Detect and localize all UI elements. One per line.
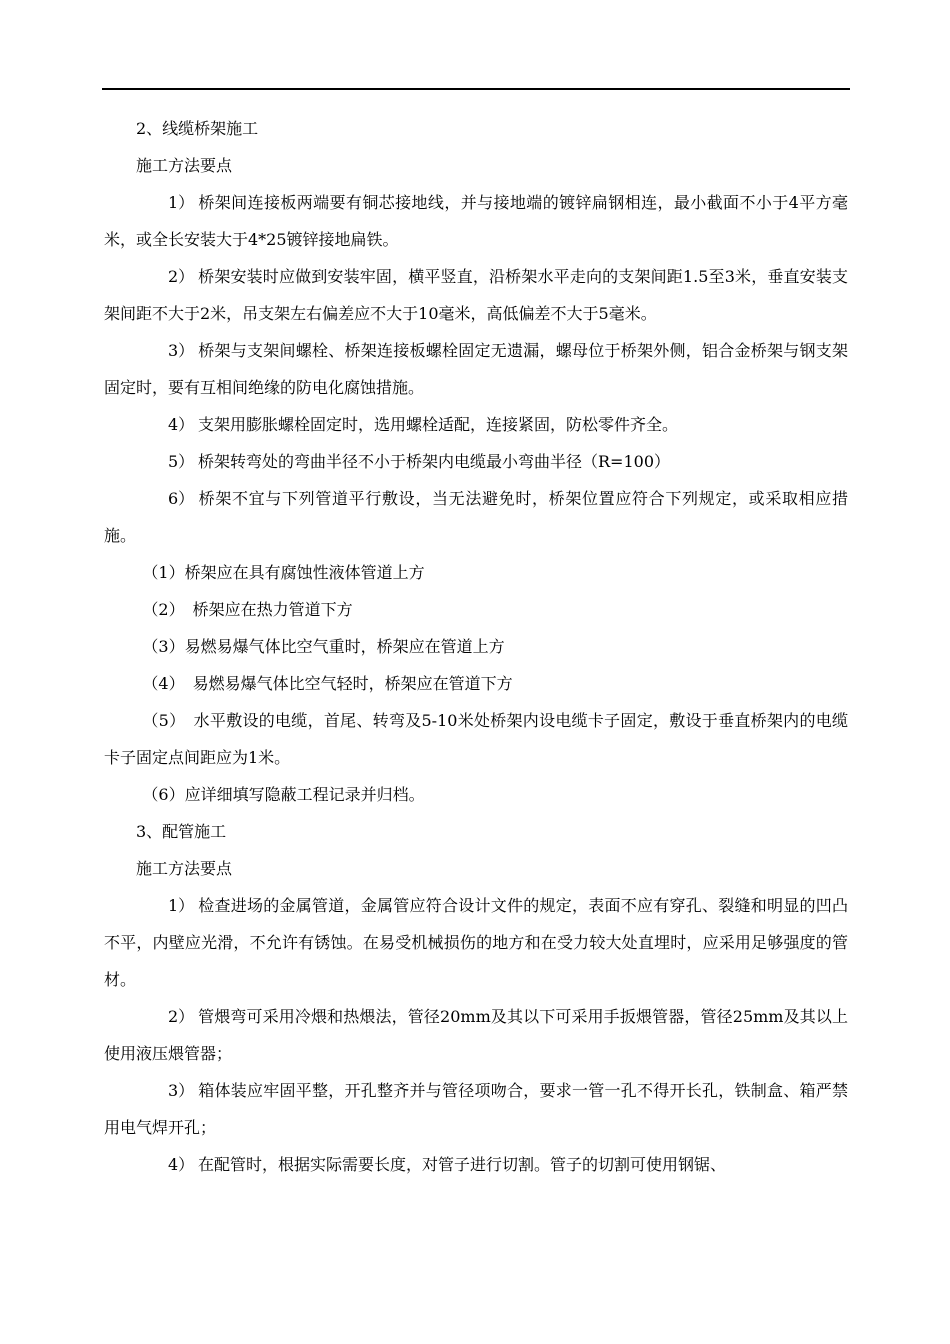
sub-list-item: （3）易燃易爆气体比空气重时，桥架应在管道上方 [142, 637, 505, 656]
section-heading-3: 3、配管施工 [136, 822, 227, 841]
list-item [104, 184, 848, 258]
section-subheading-2: 施工方法要点 [136, 156, 233, 175]
section-subheading-3: 施工方法要点 [136, 859, 233, 878]
list-item [104, 887, 848, 998]
list-item-text: 箱体装应牢固平整，开孔整齐并与管径项吻合，要求一管一孔不得开长孔，铁制盒、箱严禁用电气焊开孔； [104, 1081, 848, 1137]
list-item-text: 桥架安装时应做到安装牢固，横平竖直，沿桥架水平走向的支架间距1.5至3米，垂直安装支架间距不大于2米，吊支架左右偏差应不大于10毫米，高低偏差不大于5毫米。 [104, 267, 848, 323]
list-item-text: 检查进场的金属管道，金属管应符合设计文件的规定，表面不应有穿孔、裂缝和明显的凹凸不平，内壁应光滑，不允许有锈蚀。在易受机械损伤的地方和在受力较大处直埋时，应采用足够强度的管材。 [104, 896, 848, 989]
list-item [104, 332, 848, 406]
list-item-number: 6） [168, 489, 195, 508]
section-heading-2: 2、线缆桥架施工 [136, 119, 259, 138]
list-item [104, 1146, 848, 1183]
list-item-number: 5） [168, 452, 195, 471]
list-item-number: 4） [168, 415, 195, 434]
list-item-text: 桥架与支架间螺栓、桥架连接板螺栓固定无遗漏，螺母位于桥架外侧，铝合金桥架与钢支架固定时，要有互相间绝缘的防电化腐蚀措施。 [104, 341, 848, 397]
list-item [104, 406, 848, 443]
sub-list-item: （1）桥架应在具有腐蚀性液体管道上方 [142, 563, 425, 582]
list-item-number: 2） [168, 1007, 195, 1026]
sub-list-item: （6）应详细填写隐蔽工程记录并归档。 [142, 785, 425, 804]
list-item-number: 1） [168, 896, 195, 915]
list-item-text: 桥架不宜与下列管道平行敷设，当无法避免时，桥架位置应符合下列规定，或采取相应措施。 [104, 489, 848, 545]
list-item [104, 480, 848, 554]
list-item [104, 258, 848, 332]
list-item [104, 1072, 848, 1146]
sub-list-item: （4） 易燃易爆气体比空气轻时，桥架应在管道下方 [142, 674, 513, 693]
header-rule [102, 88, 850, 90]
list-item-number: 4） [168, 1155, 195, 1174]
sub-list-item: （2） 桥架应在热力管道下方 [142, 600, 353, 619]
document-body [104, 110, 848, 1183]
list-item-text: 桥架间连接板两端要有铜芯接地线，并与接地端的镀锌扁钢相连，最小截面不小于4平方毫米，或全长安装大于4*25镀锌接地扁铁。 [104, 193, 848, 249]
sub-list-item: （5） 水平敷设的电缆，首尾、转弯及5-10米处桥架内设电缆卡子固定，敷设于垂直桥架内的电缆卡子固定点间距应为1米。 [104, 711, 848, 767]
list-item [104, 443, 848, 480]
list-item-number: 3） [168, 341, 195, 360]
list-item-number: 3） [168, 1081, 195, 1100]
list-item-text: 桥架转弯处的弯曲半径不小于桥架内电缆最小弯曲半径（R=100） [198, 452, 670, 471]
list-item-number: 1） [168, 193, 195, 212]
list-item-text: 在配管时，根据实际需要长度，对管子进行切割。管子的切割可使用钢锯、 [198, 1155, 727, 1174]
list-item [104, 998, 848, 1072]
list-item-number: 2） [168, 267, 195, 286]
list-item-text: 支架用膨胀螺栓固定时，选用螺栓适配，连接紧固，防松零件齐全。 [198, 415, 679, 434]
list-item-text: 管煨弯可采用冷煨和热煨法，管径20mm及其以下可采用手扳煨管器，管径25mm及其以上使用液压煨管器； [104, 1007, 848, 1063]
